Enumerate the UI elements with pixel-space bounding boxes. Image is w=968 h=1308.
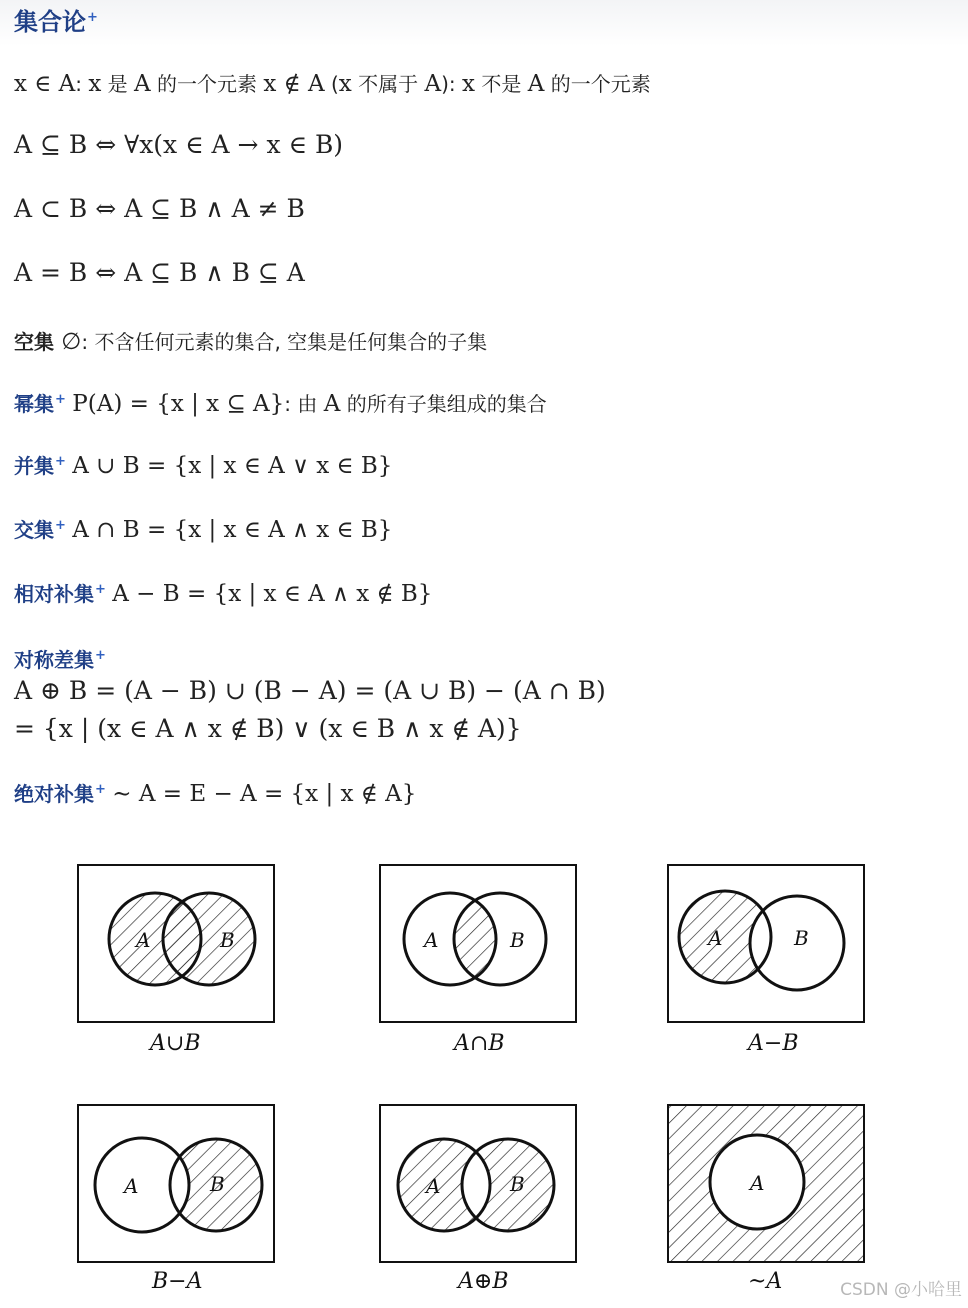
- symmetric-difference-formula-2: = {x | (x ∈ A ∧ x ∉ B) ∨ (x ∈ B ∧ x ∉ A)}: [14, 714, 522, 743]
- header-bar: [0, 0, 968, 46]
- caption-symmetric-difference: A⊕B: [458, 1269, 509, 1294]
- empty-set-term: 空集: [14, 330, 54, 354]
- label-a: A: [424, 928, 439, 952]
- symmetric-difference-heading: 对称差集+: [14, 648, 106, 672]
- power-set-definition: 幂集+ P(A) = {x | x ⊆ A}: 由 A 的所有子集组成的集合: [14, 391, 547, 417]
- venn-difference-a-b: [650, 855, 890, 1065]
- label-a: A: [426, 1174, 441, 1198]
- symmetric-difference-formula-1: A ⊕ B = (A − B) ∪ (B − A) = (A ∪ B) − (A ∩ B): [14, 676, 606, 705]
- absolute-complement-link[interactable]: 绝对补集: [14, 782, 94, 806]
- label-a: A: [124, 1174, 139, 1198]
- relative-complement-definition: 相对补集+ A − B = {x | x ∈ A ∧ x ∉ B}: [14, 581, 433, 607]
- label-a: A: [750, 1171, 765, 1195]
- venn-complement: [650, 1095, 890, 1300]
- caption-union: A∪B: [150, 1031, 201, 1056]
- caption-intersection: A∩B: [454, 1031, 505, 1056]
- empty-set-definition: 空集 ∅: 不含任何元素的集合, 空集是任何集合的子集: [14, 329, 488, 355]
- equality-formula: A = B ⇔ A ⊆ B ∧ B ⊆ A: [14, 258, 305, 287]
- link-marker: +: [87, 10, 98, 25]
- label-b: B: [794, 926, 809, 950]
- intersection-definition: 交集+ A ∩ B = {x | x ∈ A ∧ x ∈ B}: [14, 517, 393, 543]
- union-link[interactable]: 并集: [14, 454, 54, 478]
- venn-intersection: [362, 855, 602, 1065]
- power-set-link[interactable]: 幂集: [14, 392, 54, 416]
- venn-difference-b-a: [60, 1095, 300, 1300]
- watermark: CSDN @小哈里: [840, 1280, 962, 1300]
- venn-union: [60, 855, 300, 1065]
- label-b: B: [510, 928, 525, 952]
- caption-complement: ~A: [748, 1269, 783, 1294]
- subset-formula: A ⊆ B ⇔ ∀x(x ∈ A → x ∈ B): [14, 130, 344, 159]
- page-title: 集合论+: [14, 8, 98, 36]
- venn-symmetric-difference: [362, 1095, 602, 1300]
- symmetric-difference-link[interactable]: 对称差集: [14, 648, 94, 672]
- label-b: B: [220, 928, 235, 952]
- label-b: B: [510, 1172, 525, 1196]
- label-a: A: [708, 926, 723, 950]
- caption-difference-a-b: A−B: [748, 1031, 799, 1056]
- label-b: B: [210, 1172, 225, 1196]
- caption-difference-b-a: B−A: [152, 1269, 203, 1294]
- relative-complement-link[interactable]: 相对补集: [14, 582, 94, 606]
- label-a: A: [136, 928, 151, 952]
- membership-definition: x ∈ A: x 是 A 的一个元素 x ∉ A (x 不属于 A): x 不是 A 的一个元素: [14, 71, 651, 97]
- proper-subset-formula: A ⊂ B ⇔ A ⊆ B ∧ A ≠ B: [14, 194, 305, 223]
- absolute-complement-definition: 绝对补集+ ∼ A = E − A = {x | x ∉ A}: [14, 781, 417, 807]
- intersection-link[interactable]: 交集: [14, 518, 54, 542]
- union-definition: 并集+ A ∪ B = {x | x ∈ A ∨ x ∈ B}: [14, 453, 393, 479]
